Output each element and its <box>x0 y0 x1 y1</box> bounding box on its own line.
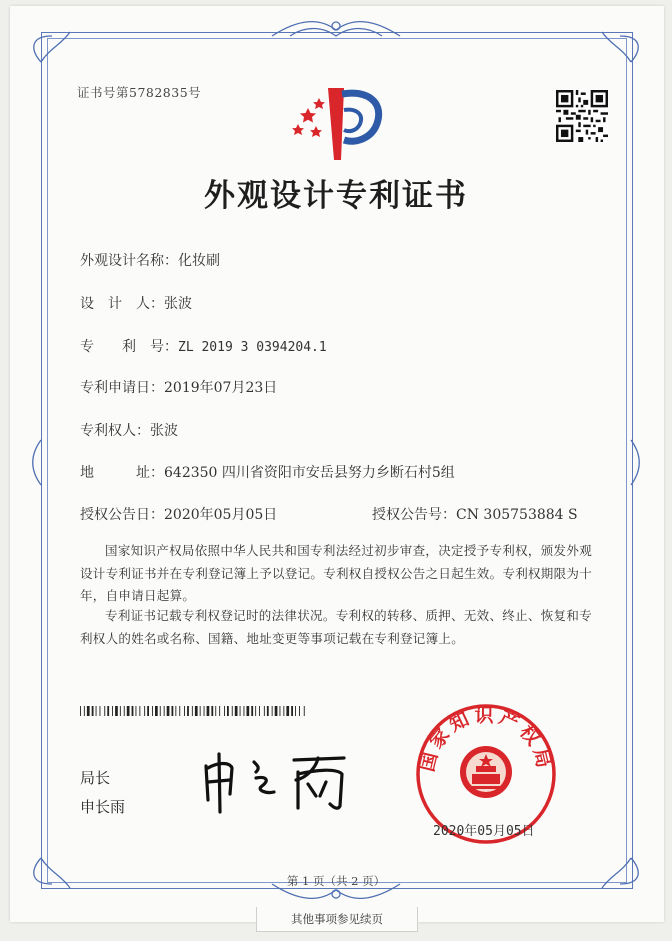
cnipa-logo-icon <box>286 80 386 160</box>
patent-no-row <box>80 336 327 356</box>
certificate-title: 外观设计专利证书 <box>204 178 468 214</box>
filing-date-label: 专利申请日： <box>80 380 164 396</box>
legal-status-paragraph: 专利证书记载专利权登记时的法律状况。专利权的转移、质押、无效、终止、恢复和专利权人的姓名或名称、国籍、地址变更等事项记载在专利登记簿上。 <box>80 608 592 646</box>
designer-value: 张波 <box>164 296 192 312</box>
designer-label: 设 计 人： <box>80 296 164 312</box>
address-row <box>80 462 455 482</box>
grant-date-label: 授权公告日： <box>80 507 164 523</box>
director-name: 申长雨 <box>80 798 126 816</box>
seal-text: 国家知识产权局 <box>416 704 556 774</box>
certificate-number: 证书号第5782835号 <box>77 85 202 100</box>
patentee-row <box>80 420 178 440</box>
grant-no-label: 授权公告号： <box>372 507 456 523</box>
continuation-note: 其他事项参见续页 <box>256 907 418 932</box>
page-indicator: 第 1 页（共 2 页） <box>286 874 386 888</box>
seal-date: 2020年05月05日 <box>433 824 535 839</box>
grant-no-row <box>372 504 578 524</box>
designer-row <box>80 293 192 313</box>
patent-no-value: ZL 2019 3 0394204.1 <box>178 340 327 355</box>
qr-code-icon <box>556 90 608 142</box>
grant-date-value: 2020年05月05日 <box>164 507 278 523</box>
patent-no-label: 专 利 号： <box>80 339 178 355</box>
decision-paragraph: 国家知识产权局依照中华人民共和国专利法经过初步审查，决定授予专利权，颁发外观设计专利证书并在专利登记簿上予以登记。专利权自授权公告之日起生效。专利权期限为十年，自申请日起算。 <box>80 543 593 603</box>
design-name-value: 化妆刷 <box>178 253 220 269</box>
grant-date-row <box>80 504 277 524</box>
address-value: 642350 四川省资阳市安岳县努力乡断石村5组 <box>164 465 455 481</box>
design-name-row <box>80 250 220 270</box>
barcode-icon <box>80 706 306 716</box>
signature-icon <box>196 748 356 818</box>
patentee-label: 专利权人： <box>80 423 150 439</box>
filing-date-row <box>80 377 277 397</box>
design-name-label: 外观设计名称： <box>80 253 178 269</box>
grant-no-value: CN 305753884 S <box>456 507 578 523</box>
filing-date-value: 2019年07月23日 <box>164 380 278 396</box>
director-title: 局长 <box>80 769 111 787</box>
address-label: 地 址： <box>80 465 164 481</box>
patentee-value: 张波 <box>150 423 178 439</box>
